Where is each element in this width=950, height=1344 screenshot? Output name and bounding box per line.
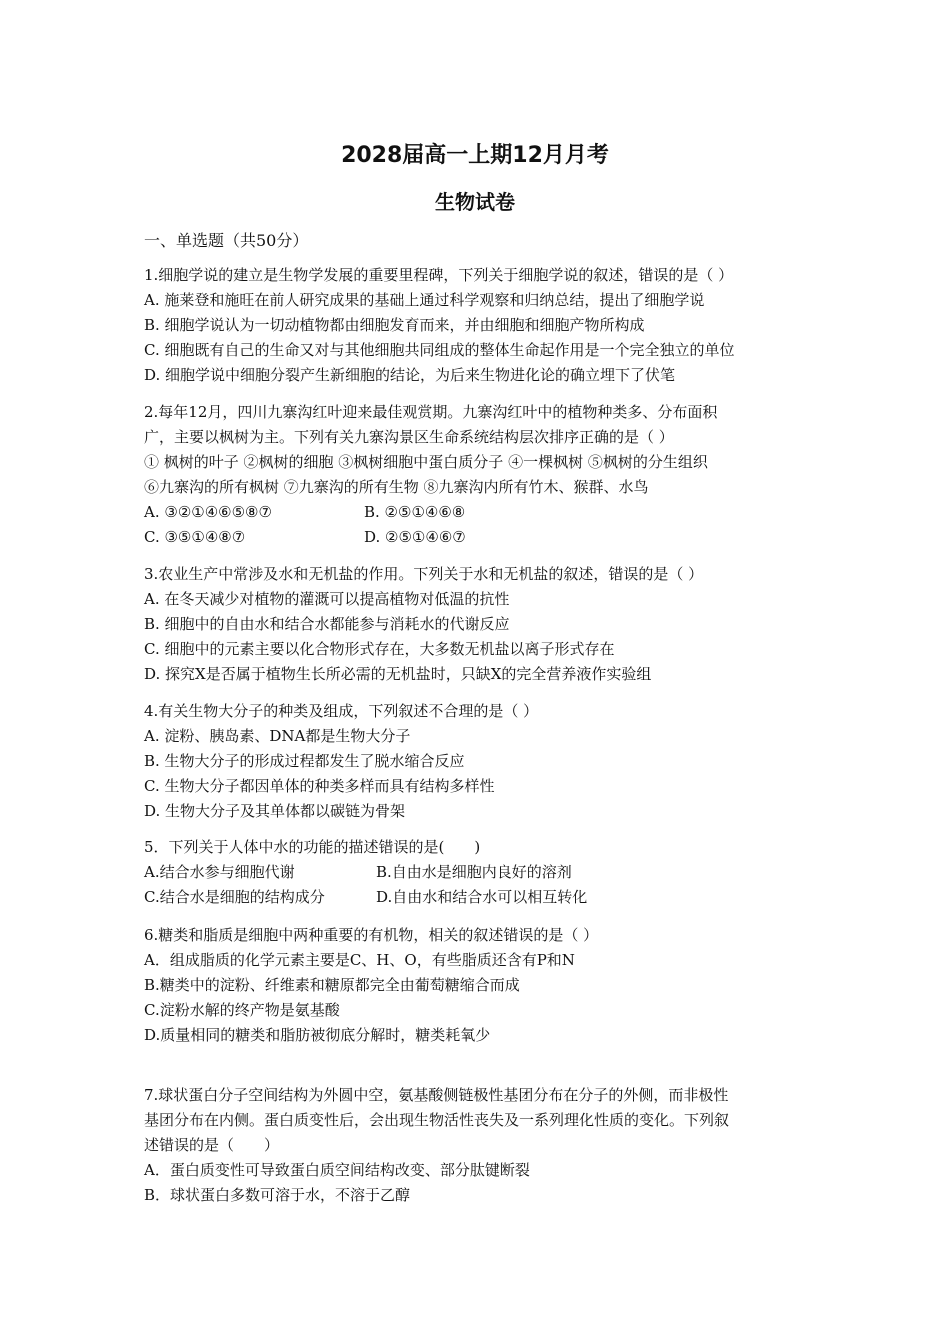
question-4 xyxy=(144,699,814,824)
option-b: B. 生物大分子的形成过程都发生了脱水缩合反应 xyxy=(144,752,465,770)
option-c: C. 生物大分子都因单体的种类多样而具有结构多样性 xyxy=(144,777,495,795)
question-2 xyxy=(144,400,814,550)
option-a: A. 在冬天减少对植物的灌溉可以提高植物对低温的抗性 xyxy=(144,590,510,608)
question-6 xyxy=(144,923,814,1048)
option-d: D. ②⑤①④⑥⑦ xyxy=(364,528,466,546)
option-a: A．组成脂质的化学元素主要是C、H、O，有些脂质还含有P和N xyxy=(144,951,575,969)
question-stem: 广，主要以枫树为主。下列有关九寨沟景区生命系统结构层次排序正确的是（ ） xyxy=(144,428,674,446)
question-stem: 2.每年12月，四川九寨沟红叶迎来最佳观赏期。九寨沟红叶中的植物种类多、分布面积 xyxy=(144,403,718,421)
option-d: D.自由水和结合水可以相互转化 xyxy=(376,888,588,906)
exam-subject: 生物试卷 xyxy=(435,190,515,214)
question-stem: 3.农业生产中常涉及水和无机盐的作用。下列关于水和无机盐的叙述，错误的是（ ） xyxy=(144,565,704,583)
option-row xyxy=(144,525,814,550)
question-stem: 5．下列关于人体中水的功能的描述错误的是( ) xyxy=(144,838,481,856)
question-stem: 1.细胞学说的建立是生物学发展的重要里程碑，下列关于细胞学说的叙述，错误的是（ ） xyxy=(144,266,734,284)
question-5 xyxy=(144,835,814,910)
section-heading: 一、单选题（共50分） xyxy=(144,231,309,250)
option-d: D. 细胞学说中细胞分裂产生新细胞的结论，为后来生物进化论的确立埋下了伏笔 xyxy=(144,366,676,384)
option-a: A.结合水参与细胞代谢 xyxy=(144,863,295,881)
option-d: D.质量相同的糖类和脂肪被彻底分解时，糖类耗氧少 xyxy=(144,1026,491,1044)
question-stem: 述错误的是（ ） xyxy=(144,1136,280,1154)
option-row xyxy=(144,860,814,885)
option-c: C. 细胞既有自己的生命又对与其他细胞共同组成的整体生命起作用是一个完全独立的单位 xyxy=(144,341,735,359)
option-b: B.自由水是细胞内良好的溶剂 xyxy=(376,863,572,881)
option-b: B.糖类中的淀粉、纤维素和糖原都完全由葡萄糖缩合而成 xyxy=(144,976,520,994)
option-b: B. 细胞中的自由水和结合水都能参与消耗水的代谢反应 xyxy=(144,615,510,633)
question-3 xyxy=(144,562,814,687)
exam-title: 2028届高一上期12月月考 xyxy=(341,143,609,168)
question-stem: 7.球状蛋白分子空间结构为外圆中空，氨基酸侧链极性基团分布在分子的外侧，而非极性 xyxy=(144,1086,729,1104)
option-a: A．蛋白质变性可导致蛋白质空间结构改变、部分肽键断裂 xyxy=(144,1161,530,1179)
option-c: C.淀粉水解的终产物是氨基酸 xyxy=(144,1001,340,1019)
option-b: B．球状蛋白多数可溶于水，不溶于乙醇 xyxy=(144,1186,411,1204)
question-stem: 6.糖类和脂质是细胞中两种重要的有机物，相关的叙述错误的是（ ） xyxy=(144,926,599,944)
option-d: D. 生物大分子及其单体都以碳链为骨架 xyxy=(144,802,406,820)
question-stem: ① 枫树的叶子 ②枫树的细胞 ③枫树细胞中蛋白质分子 ④一棵枫树 ⑤枫树的分生组织 xyxy=(144,453,708,471)
option-b: B. 细胞学说认为一切动植物都由细胞发育而来，并由细胞和细胞产物所构成 xyxy=(144,316,645,334)
option-a: A. 淀粉、胰岛素、DNA都是生物大分子 xyxy=(144,727,411,745)
option-a: A. 施莱登和施旺在前人研究成果的基础上通过科学观察和归纳总结，提出了细胞学说 xyxy=(144,291,705,309)
option-row xyxy=(144,885,814,910)
option-c: C. 细胞中的元素主要以化合物形式存在，大多数无机盐以离子形式存在 xyxy=(144,640,615,658)
question-stem: 基团分布在内侧。蛋白质变性后，会出现生物活性丧失及一系列理化性质的变化。下列叙 xyxy=(144,1111,730,1129)
question-7 xyxy=(144,1083,814,1208)
option-row xyxy=(144,500,814,525)
option-a: A. ③②①④⑥⑤⑧⑦ xyxy=(144,503,272,521)
option-c: C.结合水是细胞的结构成分 xyxy=(144,888,325,906)
option-d: D. 探究X是否属于植物生长所必需的无机盐时，只缺X的完全营养液作实验组 xyxy=(144,665,652,683)
option-b: B. ②⑤①④⑥⑧ xyxy=(364,503,466,521)
question-1 xyxy=(144,263,814,388)
question-stem: ⑥九寨沟的所有枫树 ⑦九寨沟的所有生物 ⑧九寨沟内所有竹木、猴群、水鸟 xyxy=(144,478,649,496)
option-c: C. ③⑤①④⑧⑦ xyxy=(144,528,246,546)
question-stem: 4.有关生物大分子的种类及组成，下列叙述不合理的是（ ） xyxy=(144,702,539,720)
